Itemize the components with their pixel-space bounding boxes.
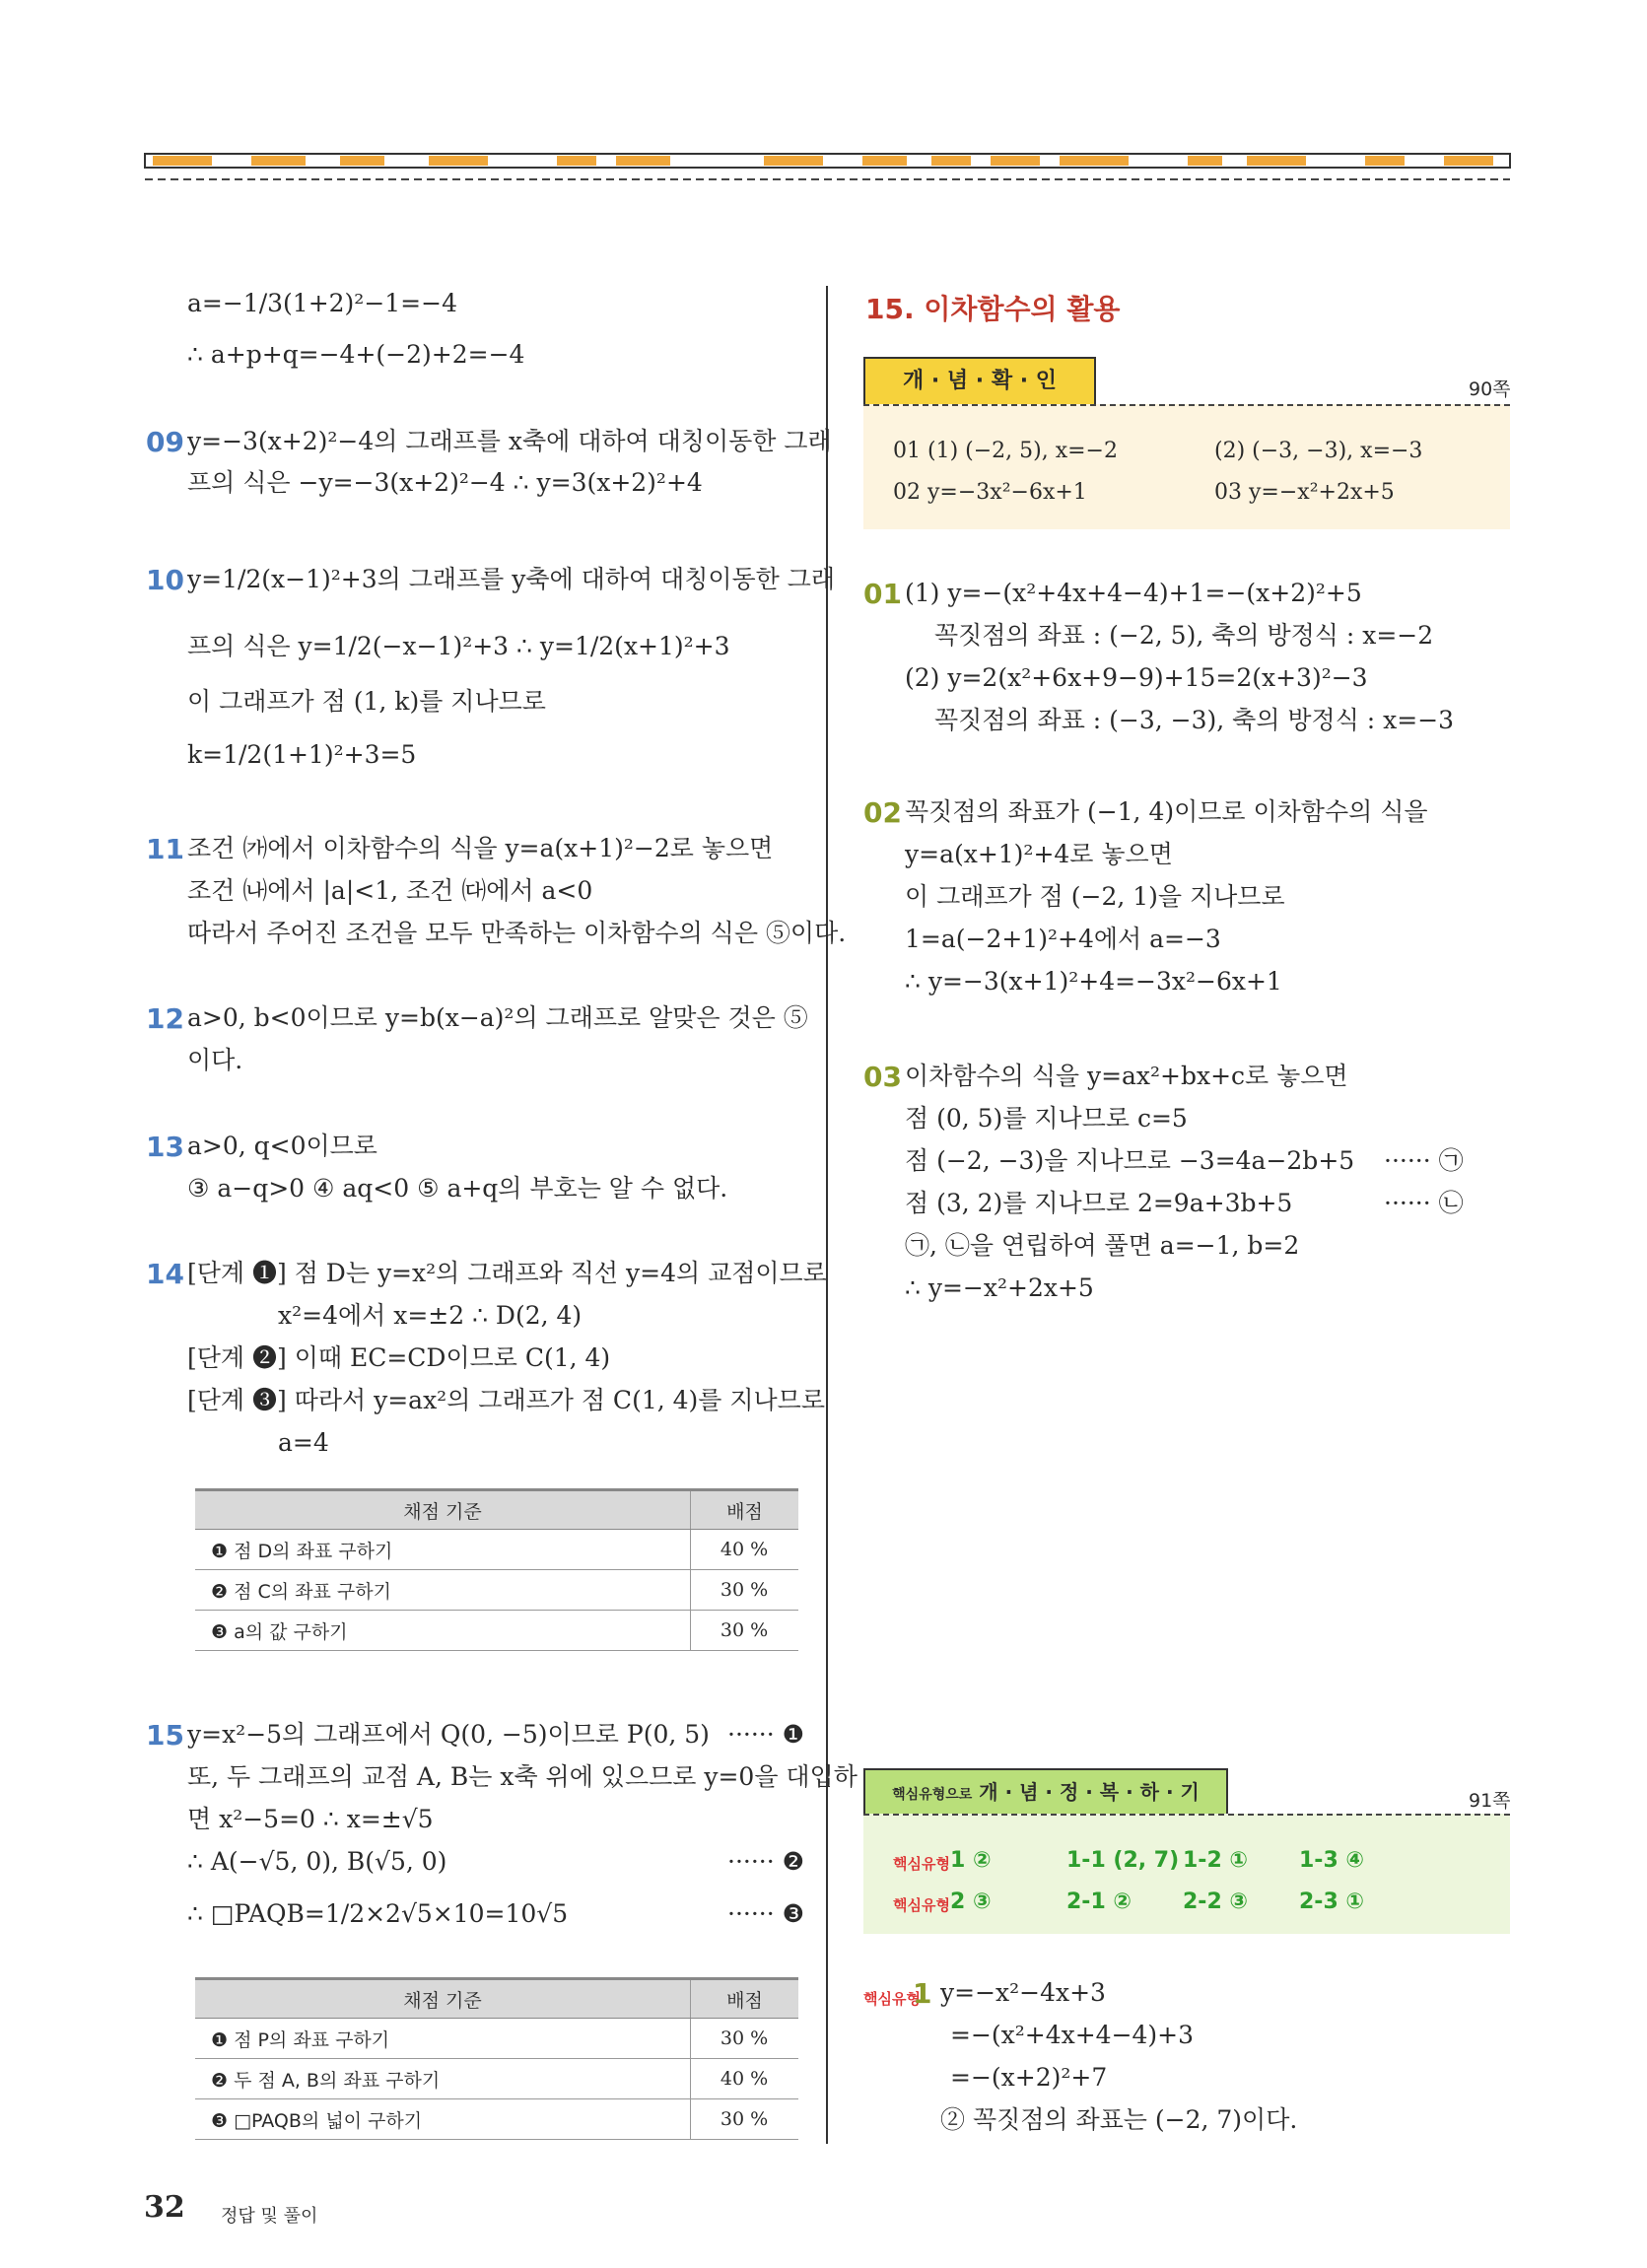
answer-item: 1-3 ④ — [1299, 1848, 1365, 1873]
problem-number: 12 — [146, 1002, 184, 1035]
problem-number: 1 — [913, 1977, 932, 2010]
solution-text: ∴ y=−3(x+1)²+4=−3x²−6x+1 — [905, 967, 1282, 996]
solution-text: y=x²−5의 그래프에서 Q(0, −5)이므로 P(0, 5) — [187, 1720, 710, 1749]
problem-number: 10 — [146, 564, 184, 596]
solution-text: 조건 ㈏에서 |a|<1, 조건 ㈐에서 a<0 — [187, 876, 593, 905]
solution-text: 따라서 주어진 조건을 모두 만족하는 이차함수의 식은 ⑤이다. — [187, 919, 847, 947]
core-label: 핵심유형 — [893, 1855, 950, 1873]
answer-item: 2 ③ — [950, 1890, 992, 1914]
table-cell: 40 % — [691, 2059, 799, 2099]
solution-text: 이차함수의 식을 y=ax²+bx+c로 놓으면 — [905, 1062, 1348, 1090]
solution-text: 또, 두 그래프의 교점 A, B는 x축 위에 있으므로 y=0을 대입하 — [187, 1762, 858, 1791]
core-label: 핵심유형 — [893, 1896, 950, 1914]
solution-text: y=a(x+1)²+4로 놓으면 — [905, 840, 1173, 868]
problem-number: 09 — [146, 426, 184, 458]
solution-text: a>0, b<0이므로 y=b(x−a)²의 그래프로 알맞은 것은 ⑤ — [187, 1003, 808, 1032]
core-row-2 — [893, 1885, 950, 1923]
solution-text: 프의 식은 y=1/2(−x−1)²+3 ∴ y=1/2(x+1)²+3 — [187, 632, 730, 660]
solution-text: 이 그래프가 점 (−2, 1)을 지나므로 — [905, 882, 1285, 911]
table-row — [195, 1611, 798, 1651]
solution-text: 점 (0, 5)를 지나므로 c=5 — [905, 1104, 1188, 1133]
table-cell: ❷ 점 C의 좌표 구하기 — [195, 1570, 691, 1611]
solution-text: ∴ y=−x²+2x+5 — [905, 1273, 1094, 1302]
solution-text: y=1/2(x−1)²+3의 그래프를 y축에 대하여 대칭이동한 그래 — [187, 565, 836, 593]
table-cell: 30 % — [691, 1611, 799, 1651]
scoring-table-2 — [195, 1977, 798, 2140]
left-line-1: a=−1/3(1+2)²−1=−4 — [187, 289, 457, 317]
solution-text: =−(x+2)²+7 — [950, 2063, 1108, 2092]
problem-number: 01 — [863, 578, 902, 610]
scoring-table-1 — [195, 1488, 798, 1651]
core-type-badge — [863, 1768, 1228, 1816]
page-reference: 91쪽 — [1469, 1790, 1511, 1812]
table-header: 채점 기준 — [195, 1490, 691, 1530]
answer-item: 2-2 ③ — [1183, 1890, 1249, 1914]
table-header: 배점 — [691, 1490, 799, 1530]
solution-text: a>0, q<0이므로 — [187, 1132, 377, 1160]
solution-text: y=−3(x+2)²−4의 그래프를 x축에 대하여 대칭이동한 그래 — [187, 427, 832, 455]
concept-check-badge: 개 · 념 · 확 · 인 — [863, 357, 1096, 406]
badge-title: 개 · 념 · 정 · 복 · 하 · 기 — [979, 1780, 1200, 1804]
left-line-2: ∴ a+p+q=−4+(−2)+2=−4 — [187, 340, 525, 369]
table-cell: ❶ 점 D의 좌표 구하기 — [195, 1530, 691, 1570]
table-row — [195, 1570, 798, 1611]
solution-text: ∴ □PAQB=1/2×2√5×10=10√5 — [187, 1899, 569, 1928]
problem-number: 11 — [146, 833, 184, 865]
solution-text: ∴ A(−√5, 0), B(√5, 0) — [187, 1847, 447, 1876]
problem-number: 13 — [146, 1131, 184, 1163]
table-cell: 30 % — [691, 2019, 799, 2059]
table-row — [195, 1530, 798, 1570]
answer-item: (2) (−3, −3), x=−3 — [1214, 439, 1423, 463]
solution-text: [단계 ❶] 점 D는 y=x²의 그래프와 직선 y=4의 교점이므로 — [187, 1259, 827, 1287]
solution-text: y=−x²−4x+3 — [940, 1978, 1106, 2007]
problem-number: 02 — [863, 796, 902, 829]
solution-text: ③ a−q>0 ④ aq<0 ⑤ a+q의 부호는 알 수 없다. — [187, 1174, 728, 1203]
solution-text: 프의 식은 −y=−3(x+2)²−4 ∴ y=3(x+2)²+4 — [187, 468, 703, 497]
table-row — [195, 2019, 798, 2059]
solution-text: 면 x²−5=0 ∴ x=±√5 — [187, 1805, 434, 1833]
solution-text: a=4 — [278, 1428, 329, 1457]
core-label: 핵심유형 — [863, 1990, 921, 2008]
badge-prefix: 핵심유형으로 — [892, 1787, 973, 1803]
solution-text: ② 꼭짓점의 좌표는 (−2, 7)이다. — [940, 2105, 1298, 2134]
table-cell: 30 % — [691, 1570, 799, 1611]
answer-item: 2-1 ② — [1066, 1890, 1132, 1914]
table-row — [195, 2099, 798, 2140]
solution-text: x²=4에서 x=±2 ∴ D(2, 4) — [278, 1301, 583, 1330]
problem-number: 03 — [863, 1061, 902, 1093]
table-cell: ❷ 두 점 A, B의 좌표 구하기 — [195, 2059, 691, 2099]
solution-text: 꼭짓점의 좌표가 (−1, 4)이므로 이차함수의 식을 — [905, 797, 1428, 826]
answer-item: 1-1 (2, 7) — [1066, 1848, 1180, 1873]
problem-number: 14 — [146, 1258, 184, 1290]
solution-text: 점 (−2, −3)을 지나므로 −3=4a−2b+5 — [905, 1146, 1355, 1175]
solution-text: k=1/2(1+1)²+3=5 — [187, 740, 417, 769]
solution-text: [단계 ❸] 따라서 y=ax²의 그래프가 점 C(1, 4)를 지나므로 — [187, 1386, 825, 1414]
solution-text: =−(x²+4x+4−4)+3 — [950, 2021, 1195, 2049]
table-header: 채점 기준 — [195, 1979, 691, 2019]
step-marker: ······ ❶ — [727, 1720, 805, 1749]
equation-marker: ······ ㉡ — [1384, 1189, 1464, 1217]
answer-item: 1 ② — [950, 1848, 992, 1873]
solution-text: 꼭짓점의 좌표 : (−2, 5), 축의 방정식 : x=−2 — [934, 621, 1434, 650]
table-cell: 40 % — [691, 1530, 799, 1570]
header-band — [143, 146, 1513, 189]
solution-text: 조건 ㈎에서 이차함수의 식을 y=a(x+1)²−2로 놓으면 — [187, 834, 774, 862]
table-row — [195, 2059, 798, 2099]
answer-item: 02 y=−3x²−6x+1 — [893, 480, 1087, 505]
page-number: 32 — [144, 2190, 185, 2225]
solution-text: 꼭짓점의 좌표 : (−3, −3), 축의 방정식 : x=−3 — [934, 706, 1455, 734]
problem-number: 15 — [146, 1719, 184, 1752]
answer-item: 01 (1) (−2, 5), x=−2 — [893, 439, 1118, 463]
section-title: 15. 이차함수의 활용 — [865, 293, 1121, 325]
solution-text: 1=a(−2+1)²+4에서 a=−3 — [905, 925, 1221, 953]
solution-text: [단계 ❷] 이때 EC=CD이므로 C(1, 4) — [187, 1343, 611, 1372]
table-cell: ❶ 점 P의 좌표 구하기 — [195, 2019, 691, 2059]
table-cell: ❸ □PAQB의 넓이 구하기 — [195, 2099, 691, 2140]
solution-text: ㉠, ㉡을 연립하여 풀면 a=−1, b=2 — [905, 1231, 1300, 1260]
solution-text: (1) y=−(x²+4x+4−4)+1=−(x+2)²+5 — [905, 579, 1362, 607]
table-cell: ❸ a의 값 구하기 — [195, 1611, 691, 1651]
equation-marker: ······ ㉠ — [1384, 1146, 1464, 1175]
step-marker: ······ ❸ — [727, 1899, 805, 1928]
answer-item: 2-3 ① — [1299, 1890, 1365, 1914]
solution-text: 이다. — [187, 1046, 243, 1074]
table-cell: 30 % — [691, 2099, 799, 2140]
answer-item: 1-2 ① — [1183, 1848, 1249, 1873]
table-header: 배점 — [691, 1979, 799, 2019]
answer-item: 03 y=−x²+2x+5 — [1214, 480, 1395, 505]
solution-text: 이 그래프가 점 (1, k)를 지나므로 — [187, 687, 546, 716]
core-row-1 — [893, 1843, 950, 1882]
footer-label: 정답 및 풀이 — [221, 2206, 318, 2227]
step-marker: ······ ❷ — [727, 1847, 805, 1876]
page-reference: 90쪽 — [1469, 378, 1511, 400]
solution-text: 점 (3, 2)를 지나므로 2=9a+3b+5 — [905, 1189, 1293, 1217]
solution-text: (2) y=2(x²+6x+9−9)+15=2(x+3)²−3 — [905, 663, 1368, 692]
